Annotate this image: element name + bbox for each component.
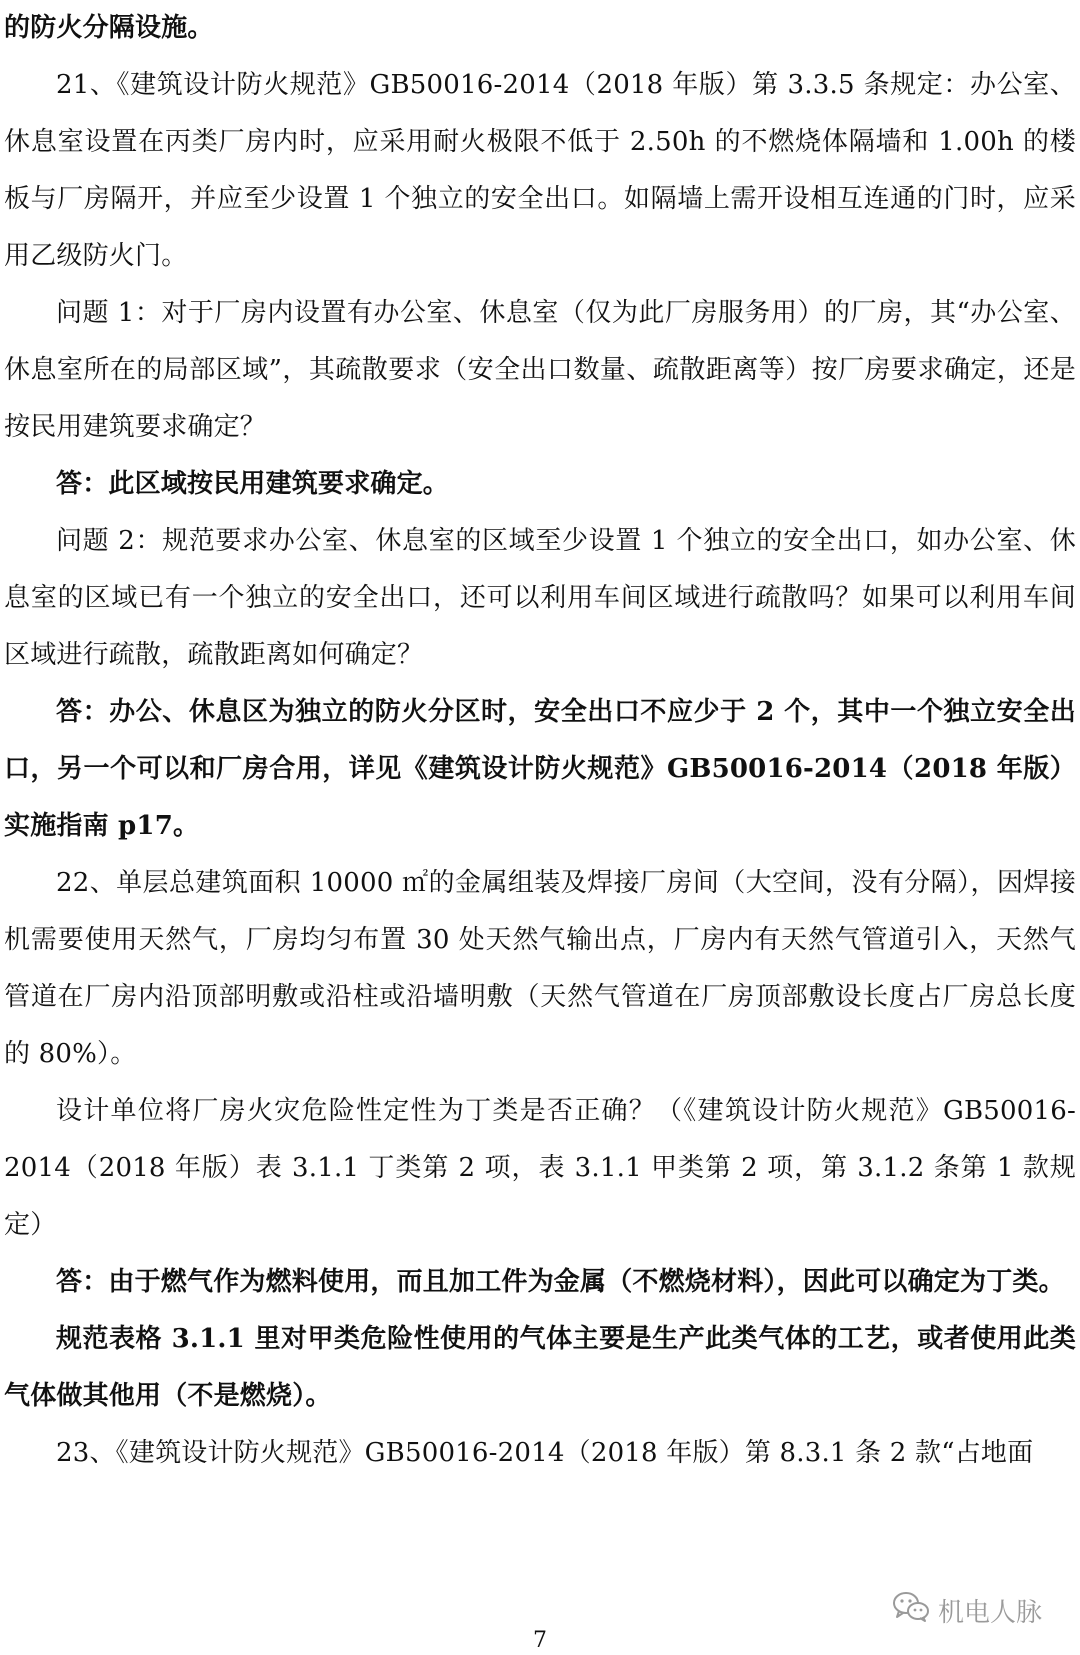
- wechat-icon: [892, 1591, 930, 1630]
- paragraph-item-23: 23、《建筑设计防火规范》GB50016-2014（2018 年版）第 8.3.1 条 2 款“占地面: [56, 1438, 1034, 1468]
- paragraph-answer-22-note: 规范表格 3.1.1 里对甲类危险性使用的气体主要是生产此类气体的工艺，或者使用此类气体做其他用（不是燃烧）。: [4, 1324, 1076, 1411]
- paragraph-item-21: 21、《建筑设计防火规范》GB50016-2014（2018 年版）第 3.3.5 条规定：办公室、休息室设置在丙类厂房内时，应采用耐火极限不低于 2.50h 的不燃烧体隔墙和 1.00h 的楼板与厂房隔开，并应至少设置 1 个独立的安全出口。如隔墙上需开设相互连通的门时，应采用乙级防火门。: [4, 70, 1076, 271]
- document-body: [4, 0, 1076, 1482]
- paragraph-question-1: 问题 1：对于厂房内设置有办公室、休息室（仅为此厂房服务用）的厂房，其“办公室、休息室所在的局部区域”，其疏散要求（安全出口数量、疏散距离等）按厂房要求确定，还是按民用建筑要求确定？: [4, 298, 1076, 442]
- watermark-text: 机电人脉: [937, 1597, 1042, 1628]
- watermark: [892, 1590, 1042, 1630]
- paragraph-answer-1: 答：此区域按民用建筑要求确定。: [56, 469, 450, 499]
- paragraph-question-22: 设计单位将厂房火灾危险性定性为丁类是否正确？（《建筑设计防火规范》GB50016-2014（2018 年版）表 3.1.1 丁类第 2 项，表 3.1.1 甲类第 2 项，第 3.1.2 条第 1 款规定）: [4, 1096, 1076, 1240]
- paragraph-answer-22: 答：由于燃气作为燃料使用，而且加工件为金属（不燃烧材料），因此可以确定为丁类。: [56, 1267, 1065, 1297]
- paragraph-continuation: 的防火分隔设施。: [4, 13, 214, 43]
- paragraph-item-22: 22、单层总建筑面积 10000 ㎡的金属组装及焊接厂房间（大空间，没有分隔），因焊接机需要使用天然气，厂房均匀布置 30 处天然气输出点，厂房内有天然气管道引入，天然气管道在厂房内沿顶部明敷或沿柱或沿墙明敷（天然气管道在厂房顶部敷设长度占厂房总长度的 80%）。: [4, 868, 1076, 1069]
- page-number: 7: [533, 1628, 547, 1653]
- paragraph-question-2: 问题 2：规范要求办公室、休息室的区域至少设置 1 个独立的安全出口，如办公室、休息室的区域已有一个独立的安全出口，还可以利用车间区域进行疏散吗？如果可以利用车间区域进行疏散，疏散距离如何确定？: [4, 526, 1076, 670]
- paragraph-answer-2: 答：办公、休息区为独立的防火分区时，安全出口不应少于 2 个，其中一个独立安全出口，另一个可以和厂房合用，详见《建筑设计防火规范》GB50016-2014（2018 年版）实施指南 p17。: [4, 697, 1076, 841]
